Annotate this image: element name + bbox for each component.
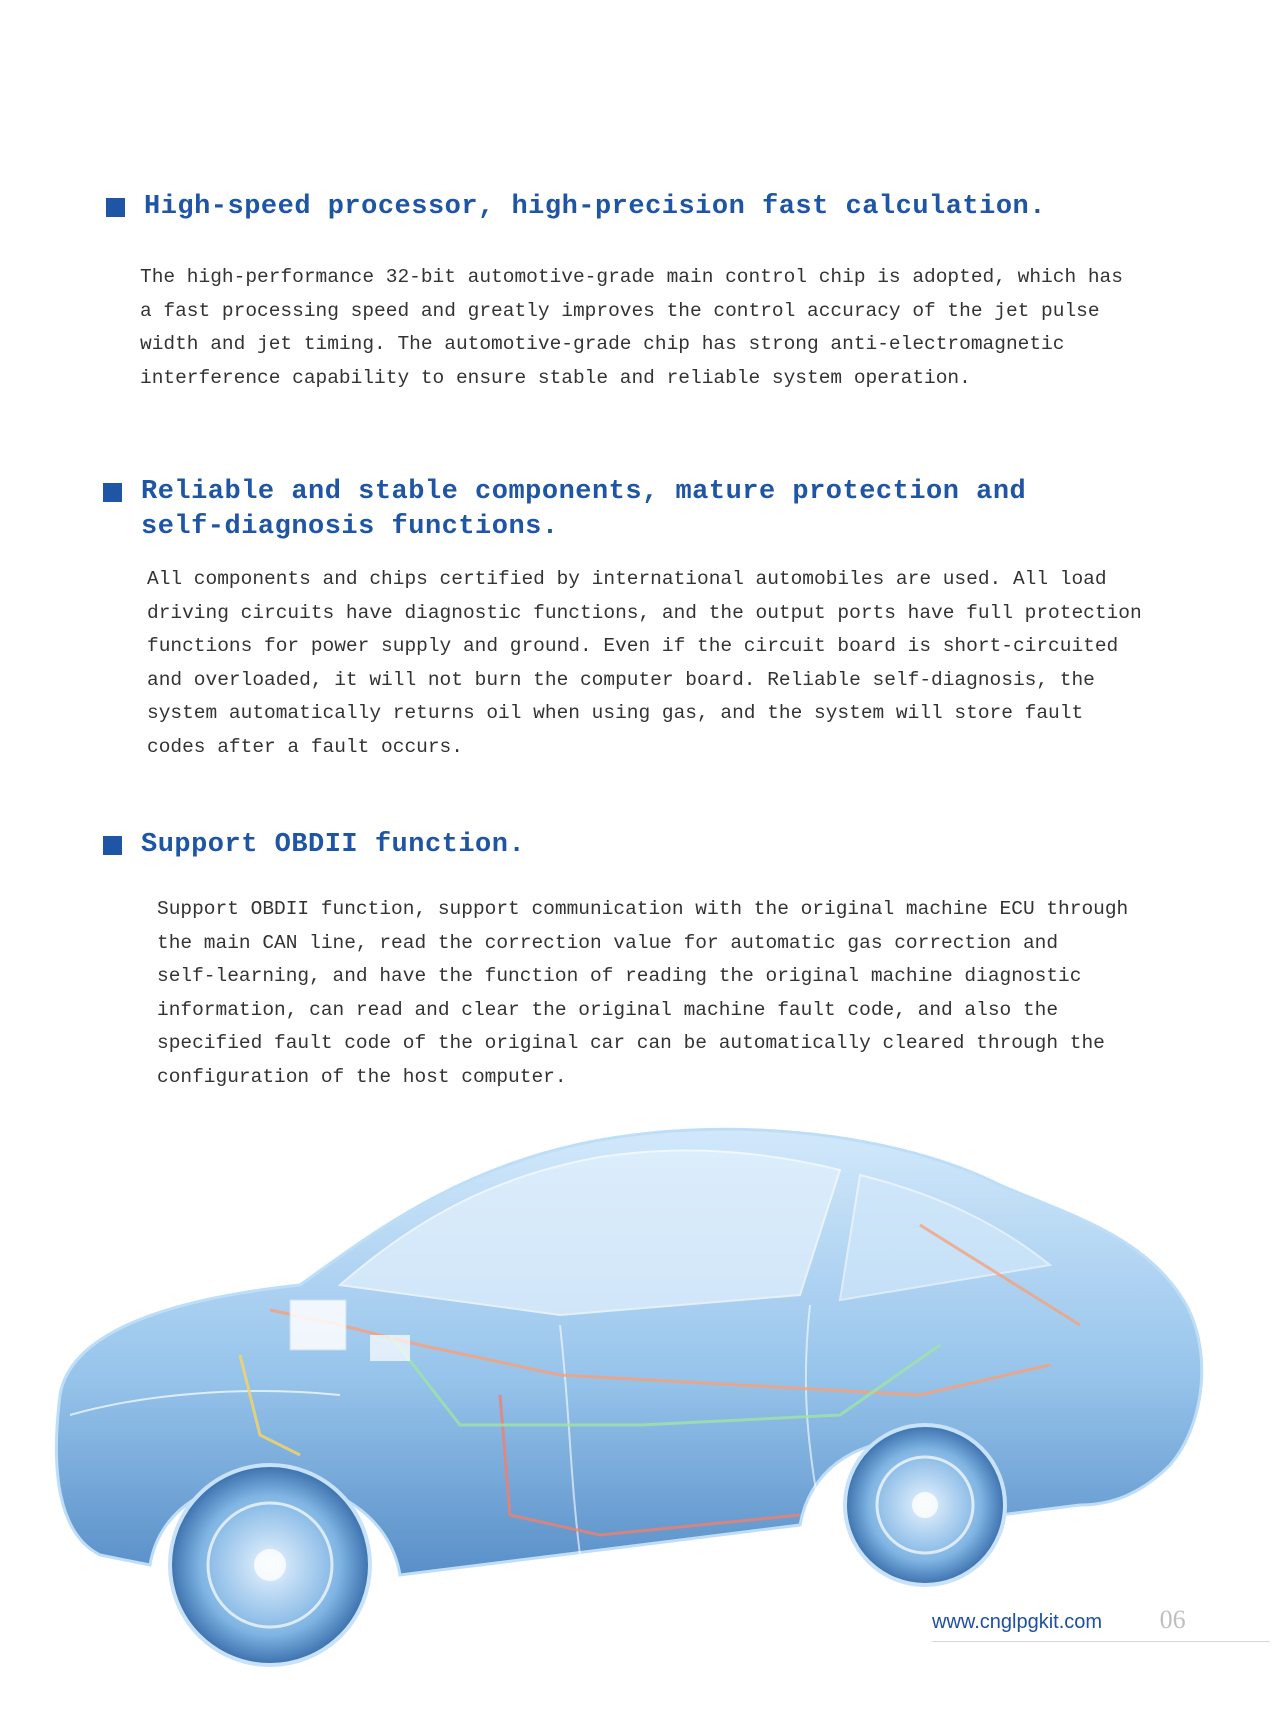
- body-line: Support OBDII function, support communication with the original machine ECU through: [157, 898, 1129, 920]
- square-bullet-icon: [106, 198, 125, 217]
- heading-text: Support OBDII function.: [141, 830, 526, 860]
- heading-text: High-speed processor, high-precision fast calculation.: [144, 192, 1046, 222]
- body-line: specified fault code of the original car can be automatically cleared through the: [157, 1032, 1105, 1054]
- body-line: All components and chips certified by international automobiles are used. All load: [147, 568, 1107, 590]
- heading-line: Reliable and stable components, mature protection and: [141, 477, 1027, 507]
- rear-wheel: [845, 1425, 1005, 1585]
- page-number: 06: [1159, 1605, 1186, 1634]
- section-obdii: [103, 828, 525, 863]
- footer-divider: [932, 1641, 1270, 1642]
- square-bullet-icon: [103, 483, 122, 502]
- section-processor: [106, 190, 1046, 225]
- section-components: [103, 475, 1026, 545]
- heading-line: self-diagnosis functions.: [141, 512, 559, 542]
- page-footer: [932, 1605, 1272, 1635]
- body-line: the main CAN line, read the correction value for automatic gas correction and: [157, 931, 1059, 954]
- body-line: and overloaded, it will not burn the computer board. Reliable self-diagnosis, the: [147, 668, 1095, 691]
- section-processor-body: [140, 261, 1123, 395]
- body-line: self-learning, and have the function of reading the original machine diagnostic: [157, 965, 1082, 987]
- section-obdii-body: [157, 893, 1128, 1094]
- body-line: a fast processing speed and greatly improves the control accuracy of the jet pulse: [140, 299, 1100, 322]
- body-line: width and jet timing. The automotive-grade chip has strong anti-electromagnetic: [140, 333, 1065, 355]
- section-components-body: [147, 563, 1142, 764]
- body-line: codes after a fault occurs.: [147, 735, 463, 758]
- section-heading: [106, 190, 1046, 225]
- body-line: configuration of the host computer.: [157, 1065, 567, 1088]
- body-line: information, can read and clear the original machine fault code, and also the: [157, 998, 1059, 1021]
- body-line: functions for power supply and ground. Even if the circuit board is short-circuited: [147, 635, 1119, 657]
- website-link[interactable]: www.cnglpgkit.com: [932, 1611, 1103, 1633]
- front-wheel: [170, 1465, 370, 1665]
- body-line: driving circuits have diagnostic functions, and the output ports have full protection: [147, 601, 1142, 624]
- body-line: The high-performance 32-bit automotive-grade main control chip is adopted, which has: [140, 266, 1123, 288]
- heading-text: [141, 475, 1026, 545]
- section-heading: [103, 828, 525, 863]
- body-line: interference capability to ensure stable and reliable system operation.: [140, 366, 971, 389]
- body-line: system automatically returns oil when using gas, and the system will store fault: [147, 702, 1084, 724]
- square-bullet-icon: [103, 836, 122, 855]
- section-heading: [103, 475, 1026, 545]
